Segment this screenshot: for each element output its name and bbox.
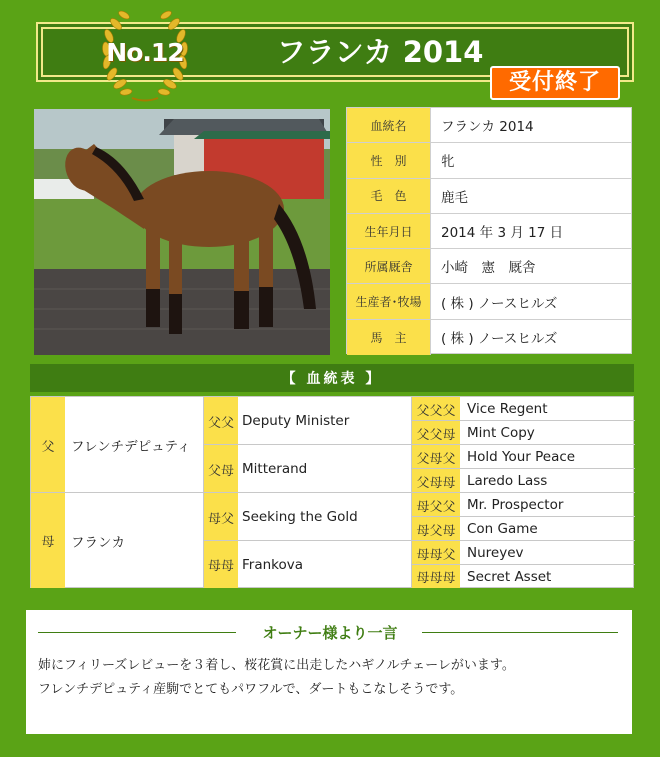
info-row-sex <box>347 143 631 178</box>
sire-name: フレンチデピュティ <box>71 439 191 455</box>
entry-number: No.12 <box>106 38 184 67</box>
divider <box>204 540 635 541</box>
info-value: 2014 年 3 月 17 日 <box>441 225 564 242</box>
horse-photo-image <box>34 109 330 355</box>
great-grandparent-name: Secret Asset <box>467 568 552 585</box>
info-label: 所属厩舎 <box>347 249 431 283</box>
info-row-owner <box>347 320 631 355</box>
info-row-breeder <box>347 284 631 319</box>
great-grandparent-name: Mr. Prospector <box>467 497 564 513</box>
comment-line: フレンチデピュティ産駒でとてもパワフルで、ダートもこなしそうです。 <box>38 682 464 697</box>
info-label: 毛 色 <box>347 179 431 213</box>
grandparent-label: 母母 <box>204 541 238 588</box>
divider <box>411 397 412 588</box>
info-value: フランカ 2014 <box>441 119 534 136</box>
owner-comment-box <box>26 610 632 734</box>
info-row-color <box>347 179 631 214</box>
great-grandparent-label: 母父母 <box>412 517 460 541</box>
grandparent-label: 父母 <box>204 445 238 493</box>
great-grandparent-label: 母母母 <box>412 565 460 588</box>
great-grandparent-name: Laredo Lass <box>467 473 548 489</box>
info-label: 血統名 <box>347 108 431 142</box>
great-grandparent-label: 父母父 <box>412 445 460 469</box>
info-value: 小崎 憲 厩舎 <box>441 260 536 277</box>
divider <box>412 468 635 469</box>
info-value: ( 株 ) ノースヒルズ <box>441 331 558 348</box>
comment-line: 姉にフィリーズレビューを３着し、桜花賞に出走したハギノルチェーレがいます。 <box>38 658 515 673</box>
grandparent-name: Deputy Minister <box>242 413 350 429</box>
grandparent-label: 母父 <box>204 493 238 541</box>
divider <box>412 420 635 421</box>
info-label: 生産者･牧場 <box>347 284 431 318</box>
divider <box>422 632 618 633</box>
great-grandparent-label: 母父父 <box>412 493 460 517</box>
info-value: 牝 <box>441 154 455 171</box>
owner-comment-text <box>38 654 628 702</box>
great-grandparent-name: Hold Your Peace <box>467 449 576 465</box>
info-value: 鹿毛 <box>441 189 468 206</box>
dam-name: フランカ <box>71 534 125 551</box>
divider <box>204 444 635 445</box>
info-row-pedigree-name <box>347 108 631 143</box>
owner-comment-title: オーナー様より一言 <box>262 624 398 642</box>
grandparent-name: Mitterand <box>242 461 308 477</box>
great-grandparent-name: Nureyev <box>467 545 524 561</box>
grandparent-name: Frankova <box>242 556 304 573</box>
great-grandparent-name: Mint Copy <box>467 425 535 441</box>
dam-label: 母 <box>31 493 65 588</box>
great-grandparent-label: 母母父 <box>412 541 460 565</box>
horse-info-table <box>346 107 632 354</box>
info-row-birthdate <box>347 214 631 249</box>
great-grandparent-label: 父母母 <box>412 469 460 493</box>
divider <box>31 492 635 493</box>
info-row-stable <box>347 249 631 284</box>
great-grandparent-name: Vice Regent <box>467 401 548 417</box>
sire-label: 父 <box>31 397 65 493</box>
info-value: ( 株 ) ノースヒルズ <box>441 295 558 312</box>
divider <box>38 632 236 633</box>
pedigree-table <box>30 396 634 588</box>
horse-photo <box>34 109 330 355</box>
great-grandparent-label: 父父母 <box>412 421 460 445</box>
info-label: 生年月日 <box>347 214 431 248</box>
status-badge: 受付終了 <box>490 66 620 100</box>
pedigree-heading: 【 血統表 】 <box>30 364 634 392</box>
divider <box>412 564 635 565</box>
page-title: フランカ 2014 <box>276 35 484 69</box>
owner-comment-header <box>26 622 632 642</box>
divider <box>203 397 204 588</box>
info-label: 性 別 <box>347 143 431 177</box>
grandparent-name: Seeking the Gold <box>242 509 358 525</box>
great-grandparent-label: 父父父 <box>412 397 460 421</box>
divider <box>412 516 635 517</box>
grandparent-label: 父父 <box>204 397 238 445</box>
great-grandparent-name: Con Game <box>467 521 538 537</box>
info-label: 馬 主 <box>347 320 431 355</box>
